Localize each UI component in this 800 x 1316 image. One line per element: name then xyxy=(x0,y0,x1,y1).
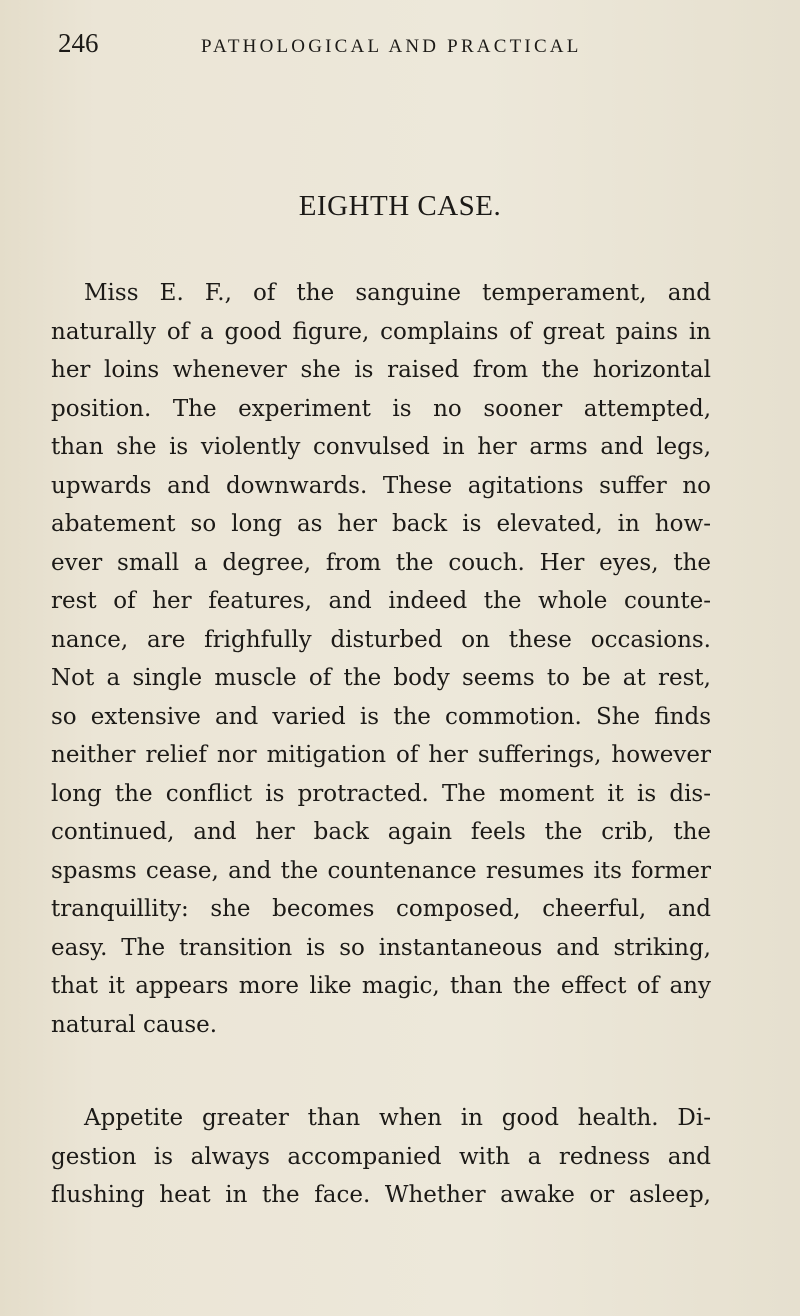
text-line: ever small a degree, from the couch. Her eyes, the xyxy=(51,549,711,576)
text-line: rest of her features, and indeed the whole counte- xyxy=(51,588,711,614)
text-line: Appetite greater than when in good health. Di- xyxy=(84,1105,711,1131)
text-line: Not a single muscle of the body seems to be at rest, xyxy=(51,665,711,691)
text-line: Miss E. F., of the sanguine temperament, and xyxy=(84,280,711,306)
text-line: flushing heat in the face. Whether awake or asleep, xyxy=(51,1182,711,1208)
paragraph-1 xyxy=(51,274,711,1044)
text-line: so extensive and varied is the commotion. She finds xyxy=(51,703,711,730)
running-head-title: PATHOLOGICAL AND PRACTICAL xyxy=(201,36,582,57)
text-line: naturally of a good figure, complains of great pains in xyxy=(51,318,711,345)
text-line: continued, and her back again feels the crib, the xyxy=(51,819,711,845)
text-line: spasms cease, and the countenance resumes its former xyxy=(51,857,711,884)
page-number: 246 xyxy=(58,28,99,58)
text-line: nance, are frighfully disturbed on these occasions. xyxy=(51,626,711,653)
text-line: natural cause. xyxy=(51,1011,218,1038)
case-heading: EIGHTH CASE. xyxy=(298,190,502,222)
text-line: easy. The transition is so instantaneous and striking, xyxy=(51,934,711,961)
text-line: gestion is always accompanied with a redness and xyxy=(51,1143,711,1170)
text-line: position. The experiment is no sooner attempted, xyxy=(51,395,711,422)
text-line: her loins whenever she is raised from the horizontal xyxy=(51,357,711,383)
text-line: tranquillity: she becomes composed, cheerful, and xyxy=(51,896,711,922)
text-line: than she is violently convulsed in her arms and legs, xyxy=(51,434,711,460)
text-line: long the conflict is protracted. The moment it is dis- xyxy=(51,780,711,807)
text-line: abatement so long as her back is elevated, in how- xyxy=(51,511,711,537)
paragraph-2 xyxy=(51,1099,711,1215)
text-line: that it appears more like magic, than the effect of any xyxy=(51,973,711,999)
text-line: upwards and downwards. These agitations suffer no xyxy=(51,472,711,499)
running-head xyxy=(58,28,758,68)
text-line: neither relief nor mitigation of her sufferings, however xyxy=(51,742,711,768)
